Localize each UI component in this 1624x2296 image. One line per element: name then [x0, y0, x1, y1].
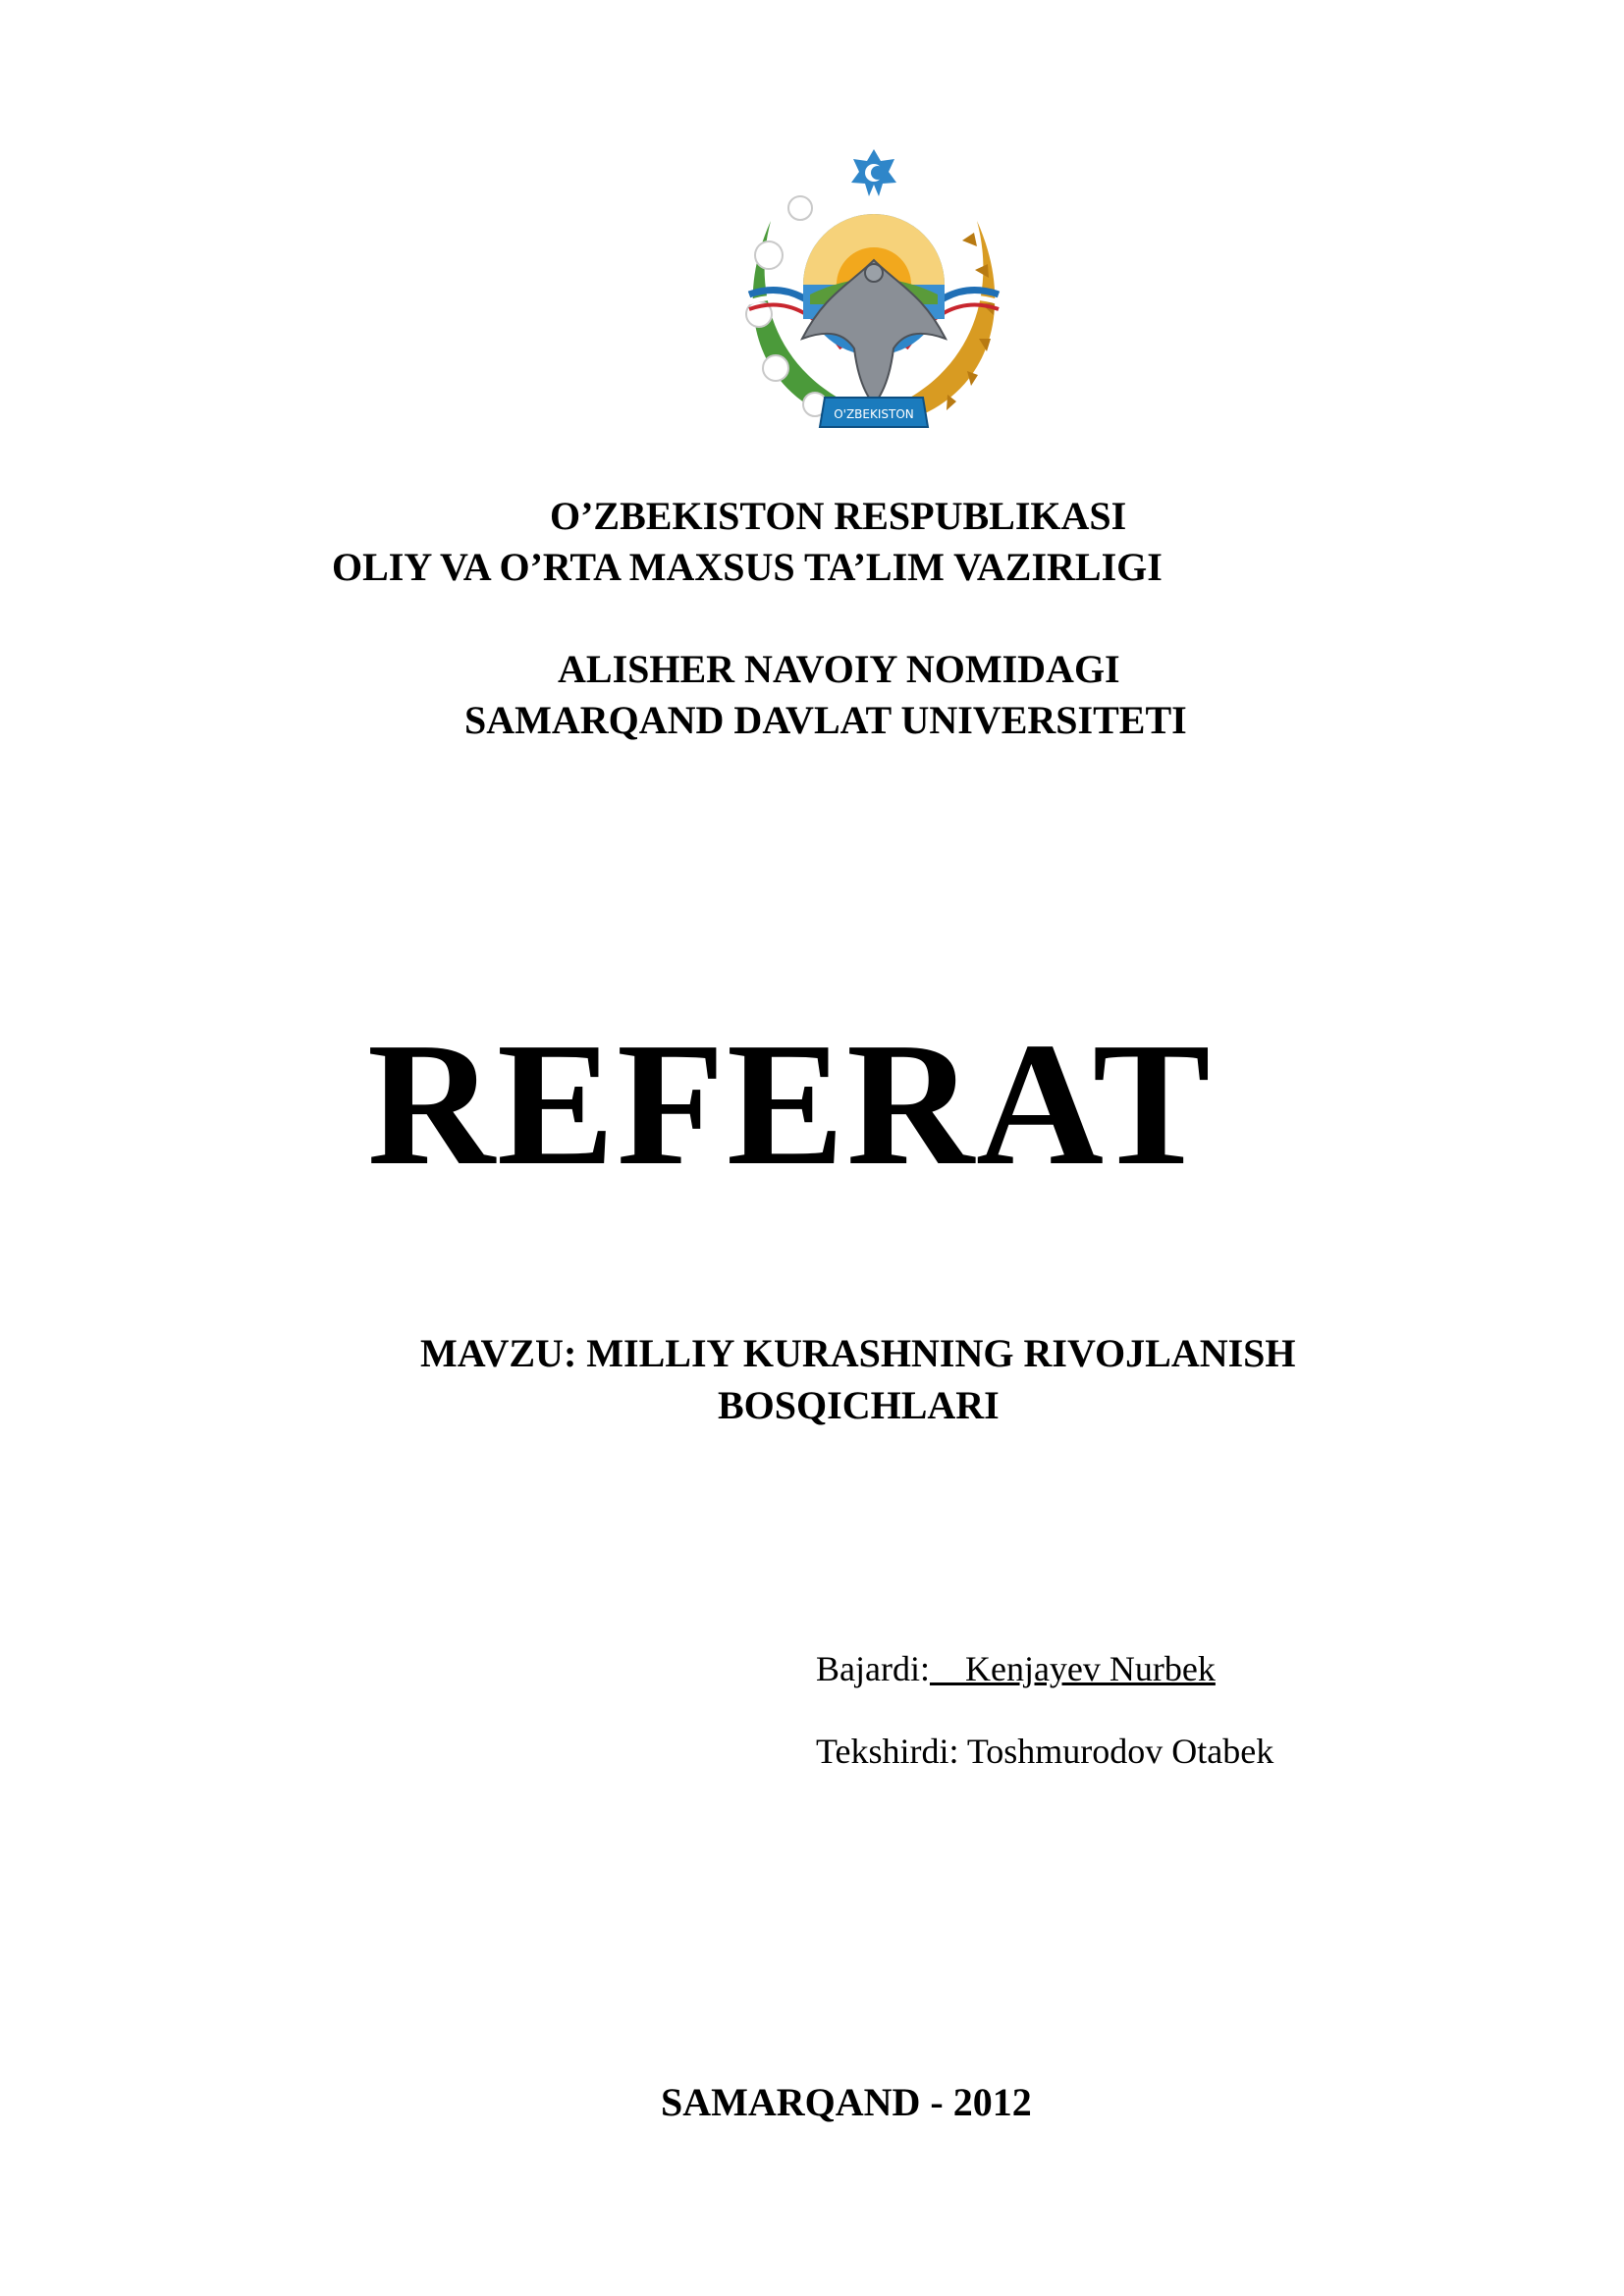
footer-city-year: SAMARQAND - 2012	[661, 2080, 1032, 2124]
performed-by-name: Kenjayev Nurbek	[929, 1649, 1216, 1688]
checked-by-name: Toshmurodov Otabek	[966, 1732, 1274, 1771]
checked-by	[816, 1734, 1273, 1769]
header-republic: O’ZBEKISTON RESPUBLIKASI	[550, 494, 1127, 538]
star-crescent-icon	[851, 149, 896, 196]
topic-line2: BOSQICHLARI	[718, 1383, 1000, 1427]
document-title: REFERAT	[367, 1006, 1213, 1201]
checked-by-label: Tekshirdi:	[816, 1732, 967, 1771]
header-university-line1: ALISHER NAVOIY NOMIDAGI	[558, 647, 1120, 691]
topic-line1: MAVZU: MILLIY KURASHNING RIVOJLANISH	[420, 1331, 1296, 1375]
performed-by	[816, 1651, 1216, 1686]
emblem-banner-text: O'ZBEKISTON	[834, 407, 914, 421]
performed-by-label: Bajardi:	[816, 1649, 930, 1688]
header-university-line2: SAMARQAND DAVLAT UNIVERSITETI	[464, 698, 1187, 742]
header-ministry: OLIY VA O’RTA MAXSUS TA’LIM VAZIRLIGI	[332, 545, 1163, 589]
emblem-banner	[820, 398, 928, 427]
state-emblem	[731, 147, 1016, 442]
